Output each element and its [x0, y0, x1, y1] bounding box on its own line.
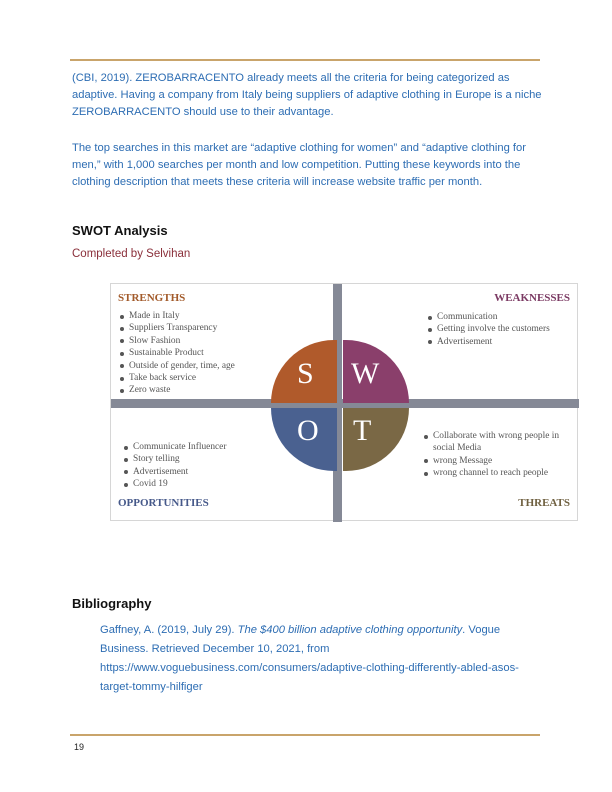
list-item: Outside of gender, time, age [119, 360, 284, 372]
list-item: Take back service [119, 372, 284, 384]
list-item: Communicate Influencer [123, 441, 273, 453]
citation-title: The $400 billion adaptive clothing opportunity [237, 624, 463, 636]
opportunities-list [123, 441, 273, 491]
list-item: Slow Fashion [119, 335, 284, 347]
body-paragraph-1: (CBI, 2019). ZEROBARRACENTO already meets all the criteria for being categorized as adaptive. Having a company from Italy being suppliers of adaptive clothing in Europe is a niche ZEROBARRACENTO should use to their advantage. [72, 72, 542, 118]
swot-byline: Completed by Selvihan [72, 248, 191, 260]
letter-w: W [351, 357, 380, 390]
bibliography-entry [100, 621, 545, 697]
list-item: Advertisement [123, 466, 273, 478]
list-item: Zero waste [119, 384, 284, 396]
list-item: wrong channel to reach people [423, 467, 575, 479]
list-item: Story telling [123, 453, 273, 465]
strengths-title: STRENGTHS [118, 292, 186, 304]
list-item: Sustainable Product [119, 347, 284, 359]
swot-heading: SWOT Analysis [72, 223, 168, 238]
threats-title: THREATS [518, 497, 570, 509]
bibliography-heading: Bibliography [72, 596, 152, 611]
citation-author-date: Gaffney, A. (2019, July 29). [100, 624, 238, 636]
strengths-list [119, 310, 284, 397]
body-paragraph-2: The top searches in this market are “adaptive clothing for women” and “adaptive clothing for men,” with 1,000 searches per month and low competition. Putting these keywords into the clothing description that meets these criteria will increase website traffic per month. [72, 142, 526, 188]
threats-list [423, 430, 575, 480]
list-item: Advertisement [427, 336, 575, 348]
header-rule [70, 59, 540, 61]
weaknesses-title: WEAKNESSES [494, 292, 570, 304]
footer-rule [70, 734, 540, 736]
list-item: Covid 19 [123, 478, 273, 490]
list-item: wrong Message [423, 455, 575, 467]
letter-t: T [353, 414, 372, 447]
list-item: Made in Italy [119, 310, 284, 322]
weaknesses-list [427, 311, 575, 348]
list-item: Getting involve the customers [427, 323, 575, 335]
list-item: Communication [427, 311, 575, 323]
list-item: Suppliers Transparency [119, 322, 284, 334]
list-item: Collaborate with wrong people in social Media [423, 430, 575, 455]
citation-source: . Vogue Business. Retrieved December 10, 2021, from https://www.voguebusiness.com/consumers/adaptive-clothing-differently-abled-asos-target-tommy-hilfiger [100, 624, 519, 693]
letter-s: S [297, 357, 314, 390]
page-number: 19 [74, 742, 85, 752]
swot-diagram [110, 283, 578, 521]
letter-o: O [297, 414, 319, 447]
opportunities-title: OPPORTUNITIES [118, 497, 209, 509]
